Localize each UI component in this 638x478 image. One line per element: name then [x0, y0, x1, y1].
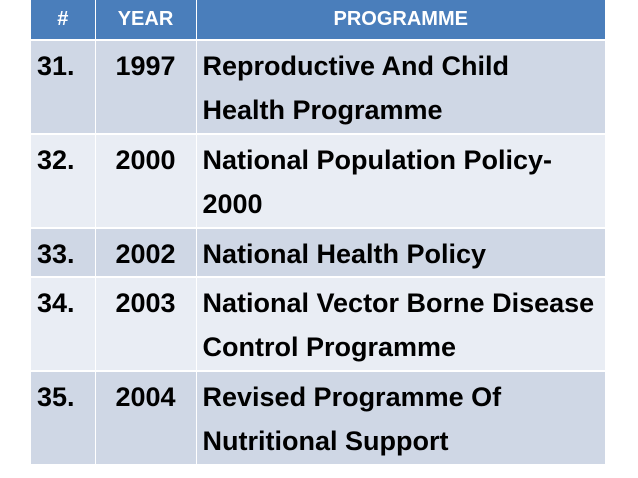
table-row [31, 134, 605, 228]
row-number: 33. [31, 228, 95, 277]
row-number: 34. [31, 277, 95, 371]
header-year: YEAR [95, 0, 196, 40]
table-row [31, 277, 605, 371]
row-year: 2000 [95, 134, 196, 228]
row-year: 2004 [95, 371, 196, 465]
header-row [31, 0, 605, 40]
row-programme: Revised Programme Of Nutritional Support [196, 371, 605, 465]
row-programme: National Health Policy [196, 228, 605, 277]
row-number: 32. [31, 134, 95, 228]
table-row [31, 371, 605, 465]
row-programme: Reproductive And Child Health Programme [196, 40, 605, 134]
table-container [31, 0, 605, 466]
row-number: 31. [31, 40, 95, 134]
header-programme: PROGRAMME [196, 0, 605, 40]
row-number: 35. [31, 371, 95, 465]
row-programme: National Vector Borne Disease Control Programme [196, 277, 605, 371]
row-programme: National Population Policy-2000 [196, 134, 605, 228]
row-year: 2002 [95, 228, 196, 277]
table-row [31, 40, 605, 134]
row-year: 1997 [95, 40, 196, 134]
programme-table [31, 0, 605, 466]
header-number: # [31, 0, 95, 40]
table-row [31, 228, 605, 277]
row-year: 2003 [95, 277, 196, 371]
